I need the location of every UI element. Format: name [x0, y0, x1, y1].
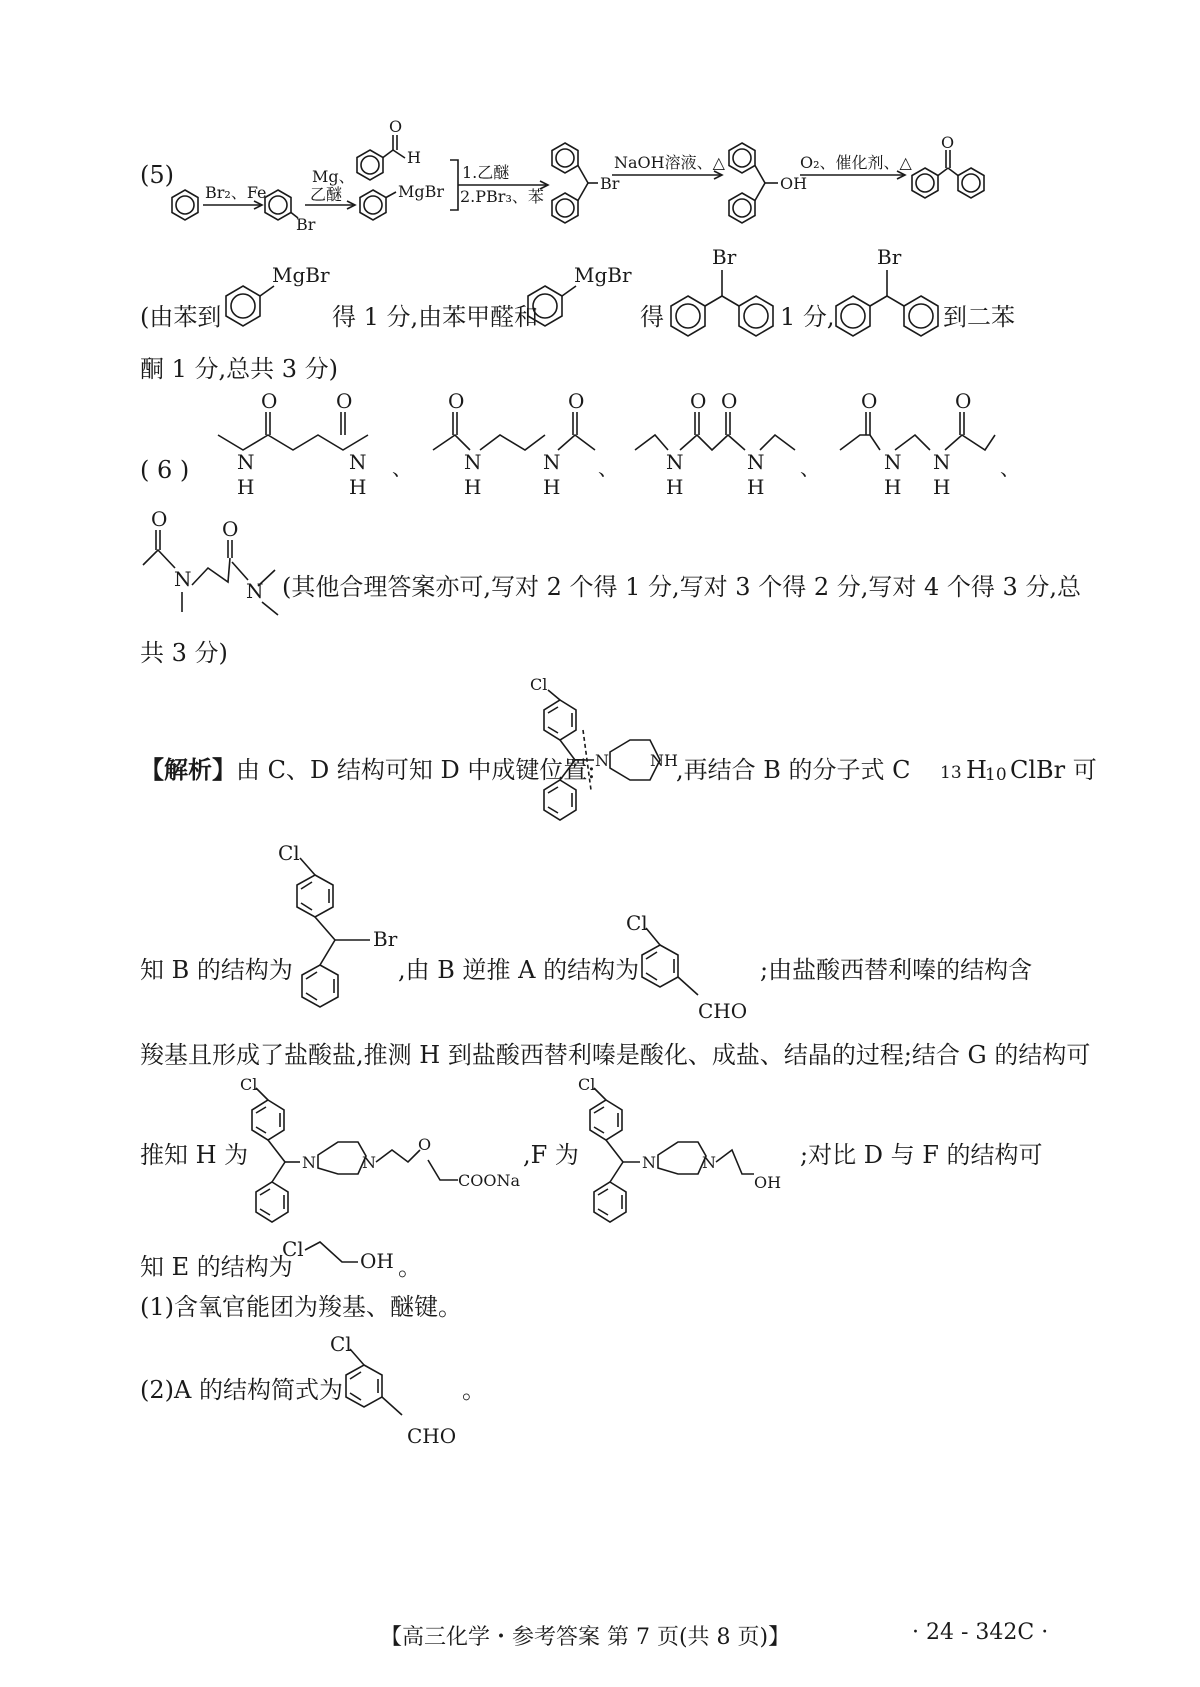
svg-text:Br: Br: [600, 174, 620, 193]
isomer-note: (其他合理答案亦可,写对 2 个得 1 分,写对 3 个得 2 分,写对 4 个得 3 分,总: [282, 573, 1082, 601]
formula-c-sub: 13: [940, 763, 962, 783]
svg-text:H: H: [747, 475, 765, 499]
answer-2-end: 。: [462, 1376, 486, 1404]
svg-text:H: H: [237, 475, 255, 499]
score5-text-6: 酮 1 分,总共 3 分): [140, 355, 339, 383]
svg-text:Cl: Cl: [530, 675, 548, 694]
formula-h-sub: 10: [985, 765, 1007, 785]
isomer-note-2: 共 3 分): [140, 639, 228, 667]
analysis-text-7: 推知 H 为: [140, 1141, 249, 1169]
svg-text:Br: Br: [373, 927, 398, 951]
answer-1: (1)含氧官能团为羧基、醚键。: [140, 1293, 462, 1321]
svg-text:Cl: Cl: [578, 1075, 596, 1094]
analysis-text-6: 羧基且形成了盐酸盐,推测 H 到盐酸西替利嗪是酸化、成盐、结晶的过程;结合 G 的结构可: [140, 1041, 1091, 1069]
footer-code: · 24 - 342C ·: [912, 1620, 1049, 1645]
score5-text-1: (由苯到: [140, 303, 222, 331]
svg-text:O: O: [222, 517, 239, 541]
svg-text:O: O: [955, 389, 972, 413]
svg-text:Cl: Cl: [240, 1075, 258, 1094]
formula-rest: ClBr 可: [1010, 756, 1097, 784]
svg-text:H: H: [543, 475, 561, 499]
svg-text:O: O: [721, 389, 738, 413]
svg-text:Cl: Cl: [282, 1237, 304, 1261]
svg-text:O: O: [261, 389, 278, 413]
svg-text:、: 、: [800, 456, 820, 480]
svg-text:O: O: [336, 389, 353, 413]
svg-text:1.乙醚: 1.乙醚: [462, 163, 510, 182]
structure-e: [0, 1228, 1200, 1288]
d-bond-position-structure: [0, 670, 1200, 830]
svg-text:乙醚: 乙醚: [310, 185, 343, 204]
score5-structures: [0, 245, 1200, 340]
score5-text-2: 得 1 分,由苯甲醛和: [332, 303, 539, 331]
item-5-label: (5): [140, 161, 174, 189]
svg-text:2.PBr₃、苯: 2.PBr₃、苯: [460, 187, 544, 206]
svg-text:H: H: [349, 475, 367, 499]
answer-2-structure: [0, 1325, 1200, 1465]
svg-text:MgBr: MgBr: [398, 182, 445, 201]
answer-2-text: (2)A 的结构简式为: [140, 1376, 343, 1404]
score5-text-5: 到二苯: [943, 303, 1015, 331]
svg-text:N: N: [543, 450, 561, 474]
analysis-head: 【解析】: [140, 756, 236, 784]
analysis-text-1: 由 C、D 结构可知 D 中成键位置:: [236, 756, 596, 784]
svg-text:NaOH溶液、△: NaOH溶液、△: [614, 153, 725, 172]
svg-text:CHO: CHO: [698, 999, 748, 1023]
svg-text:H: H: [933, 475, 951, 499]
analysis-text-5: ;由盐酸西替利嗪的结构含: [760, 956, 1033, 984]
svg-text:N: N: [174, 567, 192, 591]
svg-text:H: H: [464, 475, 482, 499]
svg-text:N: N: [302, 1153, 316, 1172]
item-6-label: ( 6 ): [140, 456, 190, 484]
analysis-text-2: ,再结合 B 的分子式 C: [676, 756, 911, 784]
svg-text:Br: Br: [877, 245, 902, 269]
analysis-text-11: 。: [398, 1253, 422, 1281]
analysis-text-8: ,F 为: [523, 1141, 579, 1169]
svg-text:H: H: [407, 148, 421, 167]
svg-text:O: O: [941, 133, 955, 152]
svg-text:N: N: [464, 450, 482, 474]
svg-text:N: N: [642, 1153, 656, 1172]
svg-text:OH: OH: [754, 1173, 782, 1192]
svg-text:CHO: CHO: [407, 1424, 457, 1448]
footer-page-info: 【高三化学・参考答案 第 7 页(共 8 页)】: [380, 1625, 791, 1650]
svg-text:N: N: [237, 450, 255, 474]
svg-text:Mg、: Mg、: [312, 167, 355, 186]
score5-text-3: 得: [640, 303, 664, 331]
analysis-text-10: 知 E 的结构为: [140, 1253, 293, 1281]
svg-text:Cl: Cl: [278, 841, 300, 865]
svg-text:N: N: [666, 450, 684, 474]
svg-text:N: N: [349, 450, 367, 474]
svg-text:H: H: [666, 475, 684, 499]
svg-text:N: N: [702, 1153, 716, 1172]
svg-text:N: N: [933, 450, 951, 474]
svg-text:NH: NH: [650, 751, 678, 770]
svg-text:OH: OH: [780, 174, 808, 193]
svg-text:COONa: COONa: [458, 1171, 521, 1190]
svg-text:Cl: Cl: [626, 911, 648, 935]
analysis-text-9: ;对比 D 与 F 的结构可: [800, 1141, 1043, 1169]
svg-text:O: O: [690, 389, 707, 413]
synthesis-route-diagram: [0, 0, 1200, 250]
svg-text:O₂、催化剂、△: O₂、催化剂、△: [800, 153, 912, 172]
svg-text:O: O: [151, 507, 168, 531]
reagent-br2-fe: Br₂、Fe: [205, 183, 267, 202]
svg-text:、: 、: [1000, 456, 1020, 480]
svg-text:O: O: [418, 1135, 432, 1154]
svg-text:N: N: [747, 450, 765, 474]
svg-text:MgBr: MgBr: [574, 263, 632, 287]
svg-text:O: O: [448, 389, 465, 413]
formula-h: H: [966, 756, 987, 784]
svg-text:Br: Br: [296, 215, 316, 234]
svg-text:O: O: [861, 389, 878, 413]
svg-text:O: O: [568, 389, 585, 413]
svg-text:Cl: Cl: [330, 1332, 352, 1356]
svg-text:N: N: [362, 1153, 376, 1172]
svg-text:O: O: [389, 117, 403, 136]
analysis-text-3: 知 B 的结构为: [140, 956, 293, 984]
svg-text:H: H: [884, 475, 902, 499]
score5-text-4: 1 分,: [780, 303, 835, 331]
svg-text:、: 、: [598, 456, 618, 480]
svg-text:Br: Br: [712, 245, 737, 269]
svg-text:OH: OH: [360, 1249, 394, 1273]
svg-text:MgBr: MgBr: [272, 263, 330, 287]
svg-text:N: N: [884, 450, 902, 474]
svg-text:N: N: [246, 579, 264, 603]
svg-text:N: N: [595, 751, 609, 770]
analysis-text-4: ,由 B 逆推 A 的结构为: [398, 956, 640, 984]
svg-text:、: 、: [392, 456, 412, 480]
